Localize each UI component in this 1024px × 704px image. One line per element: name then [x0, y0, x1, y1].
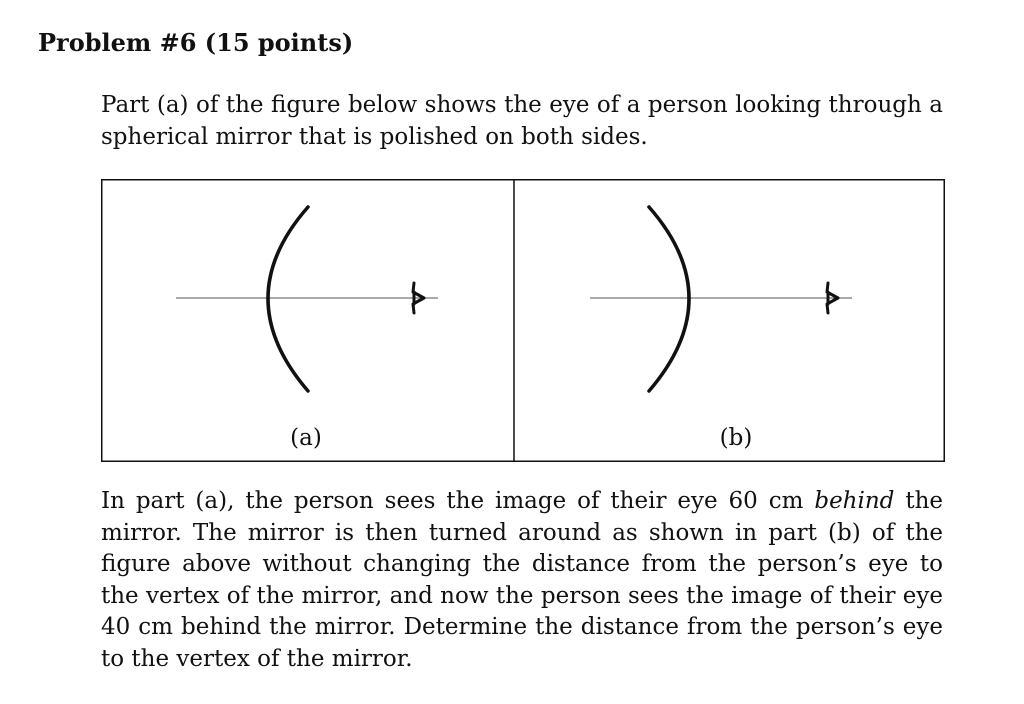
problem-statement	[101, 486, 943, 676]
figure-frame	[102, 180, 945, 462]
statement-text-start: In part (a), the person sees the image of their eye 60 cm	[101, 488, 815, 514]
panel-a	[176, 207, 438, 391]
concave-mirror-a	[268, 207, 308, 391]
problem-title: Problem #6 (15 points)	[38, 28, 354, 57]
panel-label-a: (a)	[290, 425, 322, 451]
mirror-figure	[101, 179, 945, 462]
panel-label-b: (b)	[719, 425, 753, 451]
intro-paragraph: Part (a) of the figure below shows the eye of a person looking through a spherical mirror that is polished on both sides.	[101, 92, 943, 150]
statement-text-end: the mirror. The mirror is then turned around as shown in part (b) of the figure above without changing the distance from the person’s eye to the vertex of the mirror, and now the person sees the image of their eye 40 cm behind the mirror. Determine the distance from the person’s eye to the vertex of the mirror.	[101, 488, 943, 672]
panel-b	[590, 207, 852, 391]
statement-emphasis: behind	[814, 488, 895, 514]
figure-canvas	[101, 179, 945, 462]
convex-mirror-b	[649, 207, 689, 391]
